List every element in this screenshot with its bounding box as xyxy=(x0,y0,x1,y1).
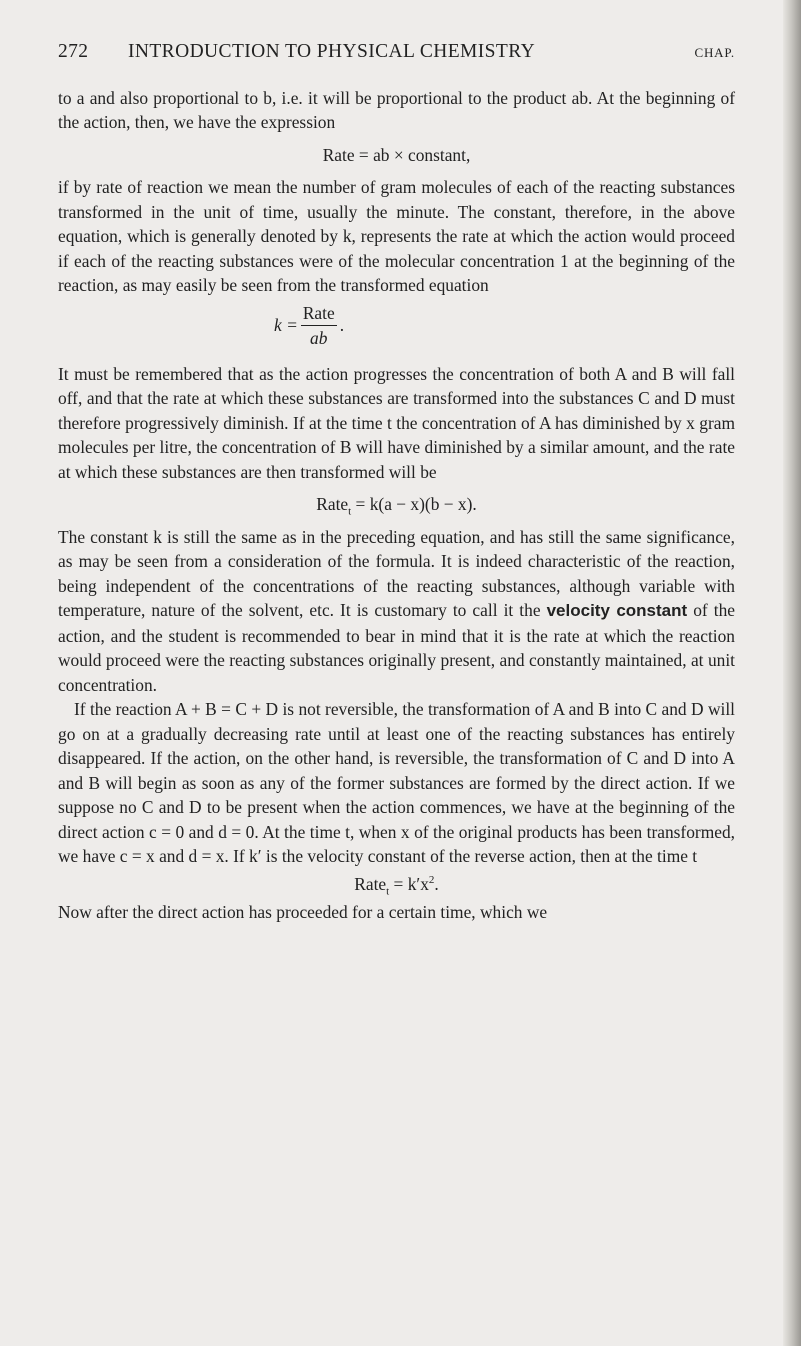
equation-reverse-rate xyxy=(58,872,735,897)
fraction xyxy=(301,301,337,350)
equation-subscript: t xyxy=(386,884,390,897)
equation-tail: . xyxy=(339,315,345,336)
equation-rate-t xyxy=(58,492,735,517)
equation-subscript: t xyxy=(348,505,352,518)
equation-rhs: = k′x xyxy=(389,873,429,894)
equation-rate: Rate = ab × constant, xyxy=(322,144,471,165)
fraction-numerator: Rate xyxy=(301,301,337,326)
equation-superscript: 2 xyxy=(428,873,435,886)
paragraph: If the reaction A + B = C + D is not reversible, the transformation of A and B into C and D will go on at a gradually decreasing rate until at least one of the reacting substances has entirely disappeared. If the action, on the other hand, is reversible, the transformation of C and D into A and B will begin as soon as any of the former substances are formed by the direct action. If we suppose no C and D to be present when the action commences, we have at the beginning of the direct action c = 0 and d = 0. At the time t, when x of the original products has been transformed, we have c = x and d = x. If k′ is the velocity constant of the reverse action, then at the time t xyxy=(58,699,735,866)
equation-tail: . xyxy=(434,873,439,894)
equation-lhs: Rate xyxy=(316,494,349,514)
paragraph: It must be remembered that as the action progresses the concentration of both A and B will fall off, and that the rate at which these substances are transformed into the substances C and D must therefore progressively diminish. If at the time t the concentration of A has diminished by x gram molecules per litre, the concentration of B will have diminished by a similar amount, and the rate at which these substances are then transformed will be xyxy=(58,363,735,482)
running-title: INTRODUCTION TO PHYSICAL CHEMISTRY xyxy=(128,41,536,62)
paragraph: Now after the direct action has proceeded for a certain time, which we xyxy=(58,902,548,922)
paragraph-text: The constant k is still the same as in the preceding equation, and has still the same significance, as may be seen from a consideration of the formula. It is indeed characteristic of the reaction, being independent of the concentrations of the reacting substances, although variable with temperature, nature of the solvent, etc. It is customary to call it the xyxy=(58,526,735,620)
fraction-denominator: ab xyxy=(310,328,328,348)
running-header xyxy=(58,40,735,66)
paragraph xyxy=(58,525,735,698)
book-page xyxy=(58,40,735,925)
equation-lhs: Rate xyxy=(354,873,387,894)
paragraph: if by rate of reaction we mean the number of gram molecules of each of the reacting substances transformed in the unit of time, usually the minute. The constant, therefore, in the above equation, which is generally denoted by k, represents the rate at which the action would proceed if each of the reacting substances were of the molecular concentration 1 at the beginning of the reaction, as may easily be seen from the transformed equation xyxy=(58,177,735,295)
paragraph: to a and also proportional to b, i.e. it will be proportional to the product ab. At the beginning of the action, then, we have the expression xyxy=(58,87,735,132)
paragraph-text: of the action, and the student is recommended to bear in mind that it is the rate at which the reaction would proceed were the reacting substances originally present, and constantly maintained, at unit concentration. xyxy=(58,600,735,695)
equation-lhs: k = xyxy=(274,315,298,336)
page-number: 272 xyxy=(58,41,89,62)
chapter-label: CHAP. xyxy=(694,45,735,60)
equation-k-fraction xyxy=(274,300,735,352)
term-velocity-constant: velocity constant xyxy=(546,601,688,620)
page-edge-shadow xyxy=(783,0,801,1346)
equation-rhs: = k(a − x)(b − x). xyxy=(351,494,477,514)
